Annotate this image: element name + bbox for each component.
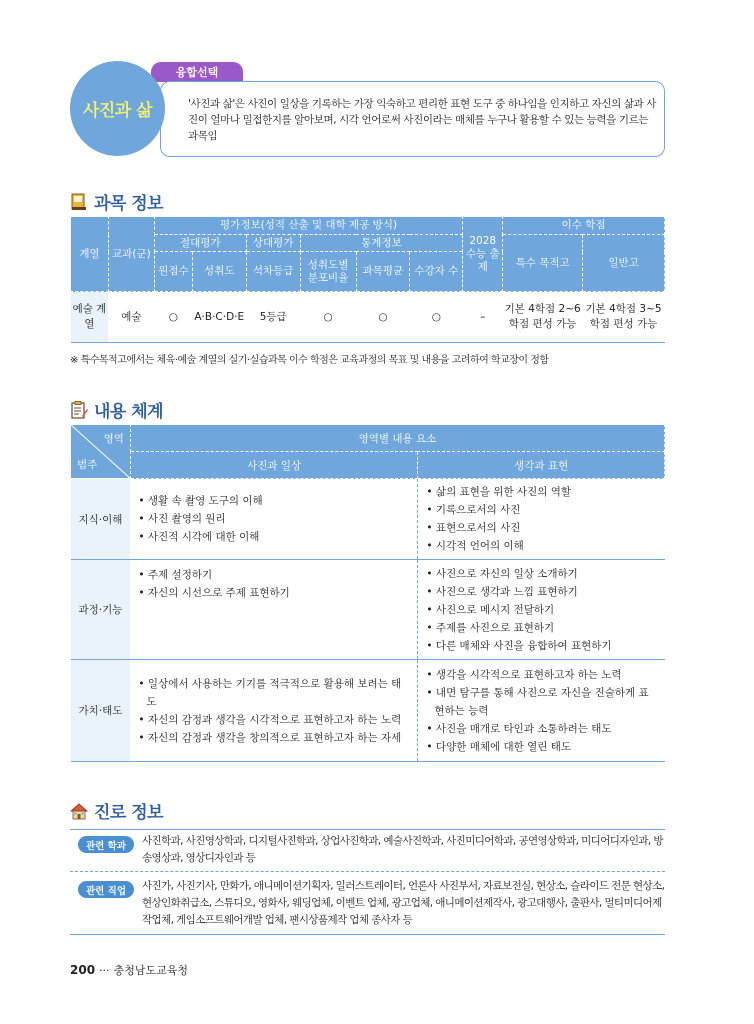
subject-info-heading: [70, 189, 163, 214]
category-label: 가치·태도: [71, 660, 131, 762]
category-label: 지식·이해: [71, 479, 131, 560]
list-item: • 주제 설정하기: [138, 566, 409, 584]
category-label: 과정·기능: [71, 560, 131, 660]
col-rank-grade: 석차등급: [246, 252, 300, 292]
related-jobs: [70, 878, 665, 929]
cell-subject: 예술: [108, 292, 154, 343]
col-count: 수강자 수: [410, 252, 463, 292]
footer-dots: ···: [99, 963, 110, 977]
book-icon: [70, 193, 88, 211]
footer-org: 충청남도교육청: [113, 964, 188, 977]
col-dist: 성취도별 분포비율: [300, 252, 356, 292]
area1-list: [138, 492, 409, 546]
area1-list: [138, 566, 409, 602]
list-item: • 사진을 매개로 타인과 소통하려는 태도: [426, 720, 656, 738]
col-eval: 평가정보(성적 산출 및 대학 제공 방식): [154, 217, 462, 235]
cell-csat: –: [463, 292, 503, 343]
list-item: • 기록으로서의 사진: [426, 501, 656, 519]
list-item: • 일상에서 사용하는 기기를 적극적으로 활용해 보려는 태도: [138, 675, 409, 711]
list-item: • 자신의 감정과 생각을 시각적으로 표현하고자 하는 노력: [138, 711, 409, 729]
page-number: 200: [70, 963, 96, 977]
col-achievement: 성취도: [192, 252, 246, 292]
divider: [70, 871, 665, 872]
col-avg: 과목평균: [356, 252, 410, 292]
list-item: • 사진 촬영의 원리: [138, 510, 409, 528]
elements-header: 영역별 내용 요소: [130, 425, 664, 452]
list-item: • 삶의 표현을 위한 사진의 역할: [426, 483, 656, 501]
corner-category-label: 범주: [77, 459, 98, 471]
dept-text: 사진학과, 사진영상학과, 디지털사진학과, 상업사진학과, 예술사진학과, 사진미디어학과, 공연영상학과, 미디어디자인과, 방송영상과, 영상디자인과 등: [142, 835, 663, 864]
list-item: • 사진으로 메시지 전달하기: [426, 601, 656, 619]
list-item: • 사진적 시각에 대한 이해: [138, 528, 409, 546]
list-item: • 사진으로 자신의 일상 소개하기: [426, 565, 656, 583]
area2-list: [426, 666, 656, 756]
cell-special: 기본 4학점 2~6학점 편성 가능: [503, 292, 583, 343]
table-row: [71, 479, 665, 560]
subject-description: '사진과 삶'은 사진이 일상을 기록하는 가장 익숙하고 편리한 표현 도구 중 하나임을 인지하고 자신의 삶과 사진이 얼마나 밀접한지를 알아보며, 시각 언어로써 사진이라는 매체를 누구나 활용할 수 있는 능력을 기르는 과목임: [188, 98, 656, 142]
table-row: [71, 292, 665, 343]
content-system-title: 내용 체계: [94, 402, 164, 422]
col-raw-score: 원점수: [154, 252, 192, 292]
career-info-title: 진로 정보: [94, 803, 164, 823]
job-text: 사진가, 사진기사, 만화가, 애니메이션기획자, 일러스트레이터, 언론사 사진부서, 자료보전실, 현상소, 슬라이드 전문 현상소, 현상인화취급소, 스튜디오, 영화사, 웨딩업체, 이벤트 업체, 광고업체, 애니메이션제작사, 광고대행사, 출판사, 멀티미디어제작업체, 게임소프트웨어개발 업체, 팬시상품제작 업체 종사자 등: [142, 880, 665, 926]
list-item: • 주제를 사진으로 표현하기: [426, 619, 656, 637]
col-general: 일반고: [583, 235, 665, 292]
category-tag: 융합선택: [151, 62, 243, 82]
col-relative: 상대평가: [246, 235, 300, 252]
col-special: 특수 목적고: [503, 235, 583, 292]
job-badge: 관련 직업: [78, 881, 134, 898]
list-item: • 시각적 언어의 이해: [426, 537, 656, 555]
footnote: ※ 특수목적고에서는 체육·예술 계열의 실기·실습과목 이수 학점은 교육과정의 목표 및 내용을 고려하여 학교장이 정함: [70, 355, 549, 366]
list-item: • 표현으로서의 사진: [426, 519, 656, 537]
col-absolute: 절대평가: [154, 235, 246, 252]
area2-header: 생각과 표현: [418, 452, 665, 479]
area1-header: 사진과 일상: [130, 452, 418, 479]
col-stats: 통계정보: [300, 235, 463, 252]
content-system-heading: [70, 397, 163, 422]
area2-list: [426, 565, 656, 655]
list-item: • 생각을 시각적으로 표현하고자 하는 노력: [426, 666, 656, 684]
list-item: • 생활 속 촬영 도구의 이해: [138, 492, 409, 510]
col-csat: 2028 수능 출제: [463, 217, 503, 292]
corner-header: [71, 425, 131, 479]
cell-rank-grade: 5등급: [246, 292, 300, 343]
cell-achievement: A·B·C·D·E: [192, 292, 246, 343]
list-item: • 자신의 감정과 생각을 창의적으로 표현하고자 하는 자세: [138, 729, 409, 747]
cell-raw-score: ○: [154, 292, 192, 343]
list-item: • 다양한 매체에 대한 열린 태도: [426, 738, 656, 756]
table-row: [71, 660, 665, 762]
clipboard-icon: [70, 401, 88, 419]
corner-area-label: 영역: [103, 433, 124, 445]
list-item: • 내면 탐구를 통해 사진으로 자신을 진술하게 표현하는 능력: [426, 684, 656, 720]
dept-badge: 관련 학과: [78, 836, 134, 853]
subject-info-title: 과목 정보: [94, 194, 164, 214]
col-credits: 이수 학점: [503, 217, 665, 235]
content-system-table: [70, 424, 665, 762]
cell-group: 예술 계열: [71, 292, 109, 343]
related-departments: [70, 833, 665, 867]
cell-dist: ○: [300, 292, 356, 343]
area1-list: [138, 675, 409, 747]
divider: [70, 934, 665, 935]
career-info-heading: [70, 798, 163, 823]
cell-avg: ○: [356, 292, 410, 343]
table-row: [71, 560, 665, 660]
col-subject: 교과(군): [108, 217, 154, 292]
area2-list: [426, 483, 656, 555]
list-item: • 다른 매체와 사진을 융합하여 표현하기: [426, 637, 656, 655]
col-group: 계열: [71, 217, 109, 292]
page-footer: [70, 962, 188, 978]
list-item: • 자신의 시선으로 주제 표현하기: [138, 584, 409, 602]
house-icon: [70, 802, 88, 820]
divider: [70, 829, 665, 830]
subject-info-table: [70, 216, 665, 343]
list-item: • 사진으로 생각과 느낌 표현하기: [426, 583, 656, 601]
subject-title: 사진과 삶: [82, 101, 153, 121]
cell-count: ○: [410, 292, 463, 343]
cell-general: 기본 4학점 3~5학점 편성 가능: [583, 292, 665, 343]
subject-title-badge: [70, 61, 165, 156]
